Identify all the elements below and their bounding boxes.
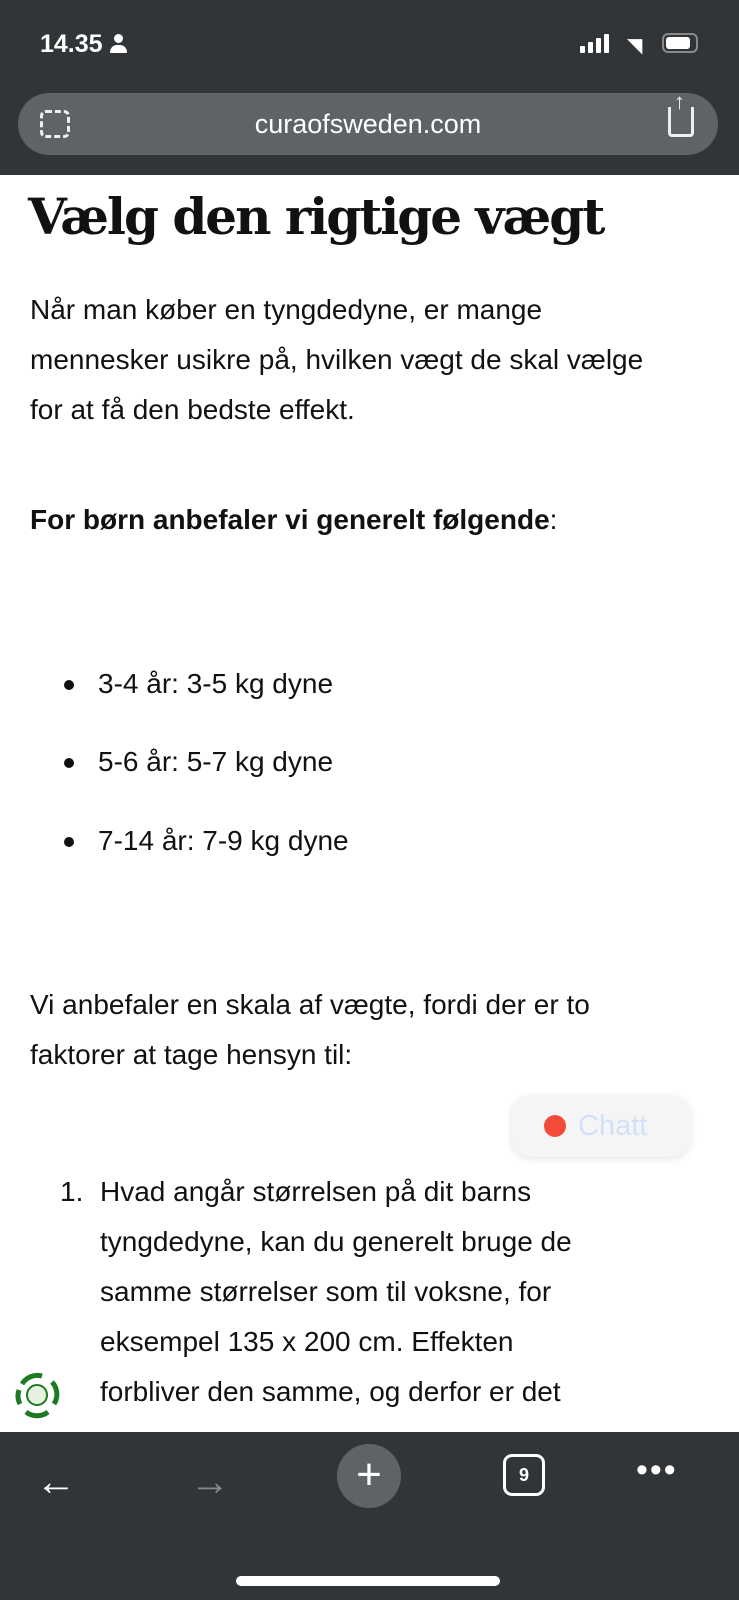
scale-paragraph <box>30 980 730 1080</box>
url-text: curaofsweden.com <box>254 109 482 139</box>
browser-chrome <box>0 0 739 175</box>
signal-icon <box>580 34 609 53</box>
page-heading: Vælg den rigtige vægt <box>28 187 604 246</box>
ordered-list-item <box>60 1167 700 1417</box>
person-icon <box>109 34 127 54</box>
new-tab-plus-icon[interactable]: + <box>337 1444 401 1508</box>
page-content <box>0 175 739 1432</box>
list-item: 7-14 år: 7-9 kg dyne <box>98 825 349 856</box>
chat-button[interactable] <box>512 1095 690 1157</box>
time-text: 14.35 <box>40 30 103 58</box>
children-heading <box>30 495 730 545</box>
recycle-badge-icon[interactable] <box>12 1370 62 1420</box>
lens-icon[interactable] <box>40 110 70 138</box>
status-time <box>40 30 127 59</box>
text-line: tyngdedyne, kan du generelt bruge de <box>100 1226 572 1257</box>
bullet-icon <box>64 837 74 847</box>
bullet-icon <box>64 680 74 690</box>
bold-text: For børn anbefaler vi generelt følgende <box>30 504 550 535</box>
text-line: Vi anbefaler en skala af vægte, fordi der er to <box>30 989 590 1020</box>
forward-arrow-icon[interactable]: → <box>190 1460 230 1504</box>
browser-toolbar <box>0 1432 739 1600</box>
battery-icon <box>662 33 698 53</box>
text-line: faktorer at tage hensyn til: <box>30 1039 353 1070</box>
colon: : <box>549 504 558 535</box>
text-line: Når man køber en tyngdedyne, er mange <box>30 294 543 325</box>
share-icon[interactable] <box>668 107 694 137</box>
text-line: forbliver den samme, og derfor er det <box>100 1376 561 1407</box>
tab-count: 9 <box>518 1465 529 1485</box>
text-line: for at få den bedste effekt. <box>30 394 355 425</box>
back-arrow-icon[interactable]: ← <box>36 1460 76 1504</box>
list-item: 5-6 år: 5-7 kg dyne <box>98 746 334 777</box>
tab-switcher-button[interactable] <box>503 1454 545 1496</box>
intro-paragraph <box>30 285 730 435</box>
home-indicator[interactable] <box>236 1576 500 1586</box>
text-line: Hvad angår størrelsen på dit barns <box>100 1176 532 1207</box>
chat-label: Chatt <box>578 1110 648 1142</box>
bullet-icon <box>64 758 74 768</box>
list-item: 3-4 år: 3-5 kg dyne <box>98 668 334 699</box>
wifi-icon: ◥ <box>627 35 643 57</box>
text-line: samme størrelser som til voksne, for <box>100 1276 552 1307</box>
text-line: mennesker usikre på, hvilken vægt de skal vælge <box>30 344 644 375</box>
more-dots-icon[interactable]: ••• <box>636 1451 678 1489</box>
list-number: 1. <box>60 1176 84 1207</box>
address-bar[interactable] <box>18 93 718 155</box>
text-line: eksempel 135 x 200 cm. Effekten <box>100 1326 514 1357</box>
